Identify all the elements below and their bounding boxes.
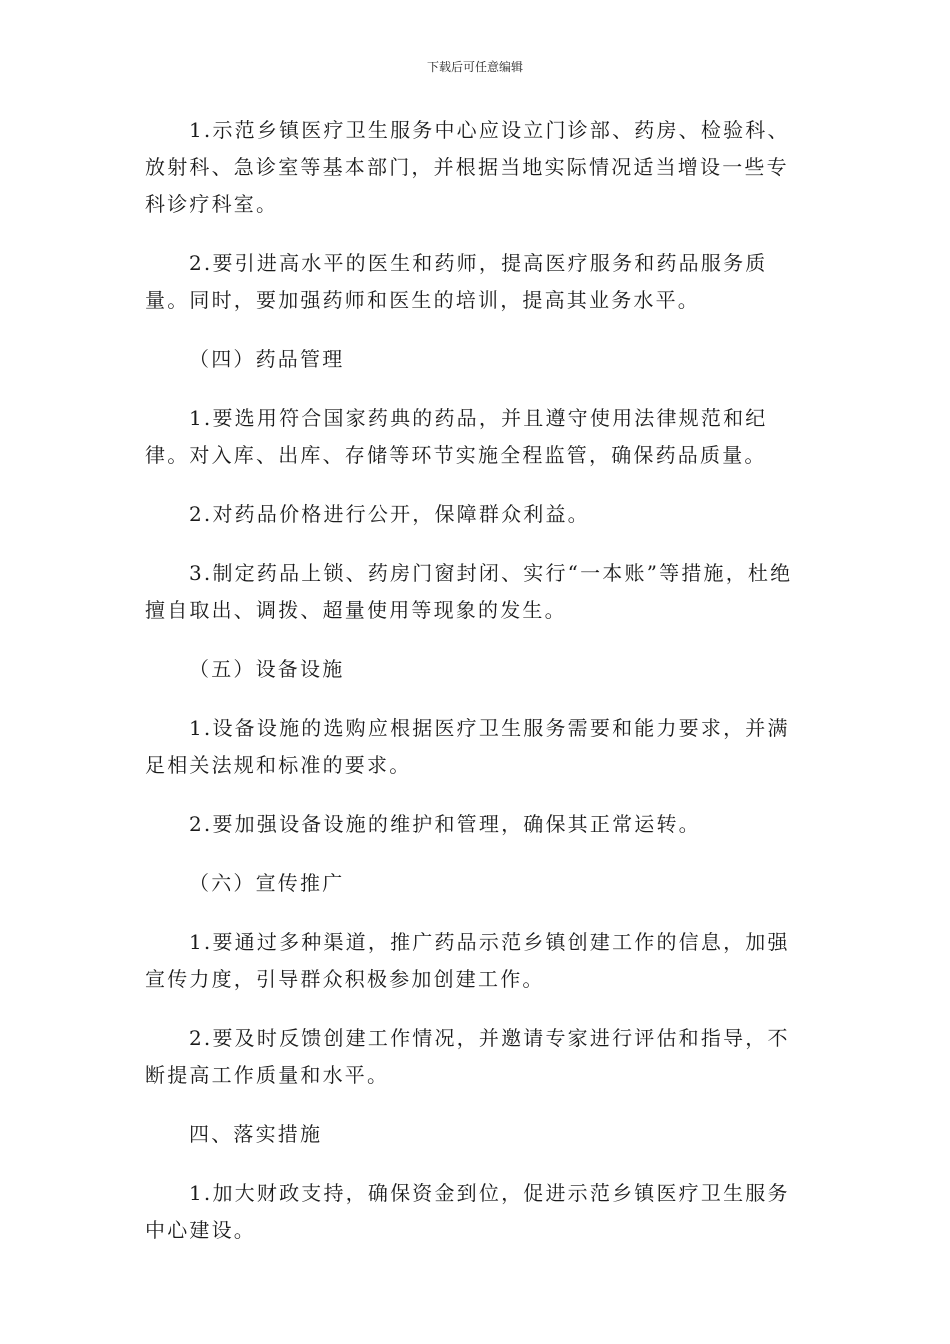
section-heading: （五）设备设施 bbox=[189, 657, 345, 681]
section-heading: （四）药品管理 bbox=[189, 347, 345, 371]
page-header-note: 下载后可任意编辑 bbox=[426, 60, 523, 74]
paragraph: 2.要及时反馈创建工作情况，并邀请专家进行评估和指导，不断提高工作质量和水平。 bbox=[145, 1026, 790, 1087]
document-body bbox=[145, 112, 810, 1271]
section-heading: （六）宣传推广 bbox=[189, 871, 345, 895]
paragraph: 1.要选用符合国家药典的药品，并且遵守使用法律规范和纪律。对入库、出库、存储等环节实施全程监管，确保药品质量。 bbox=[145, 406, 768, 467]
paragraph: 1.设备设施的选购应根据医疗卫生服务需要和能力要求，并满足相关法规和标准的要求。 bbox=[145, 716, 790, 777]
paragraph: 2.要加强设备设施的维护和管理，确保其正常运转。 bbox=[189, 812, 701, 836]
paragraph: 1.加大财政支持，确保资金到位，促进示范乡镇医疗卫生服务中心建设。 bbox=[145, 1181, 790, 1242]
paragraph: 1.示范乡镇医疗卫生服务中心应设立门诊部、药房、检验科、放射科、急诊室等基本部门，并根据当地实际情况适当增设一些专科诊疗科室。 bbox=[145, 118, 790, 216]
paragraph: 3.制定药品上锁、药房门窗封闭、实行“一本账”等措施，杜绝擅自取出、调拨、超量使用等现象的发生。 bbox=[145, 561, 793, 622]
paragraph: 1.要通过多种渠道，推广药品示范乡镇创建工作的信息，加强宣传力度，引导群众积极参加创建工作。 bbox=[145, 930, 790, 991]
paragraph: 2.对药品价格进行公开，保障群众利益。 bbox=[189, 502, 590, 526]
section-heading: 四、落实措施 bbox=[189, 1122, 323, 1146]
paragraph: 2.要引进高水平的医生和药师，提高医疗服务和药品服务质量。同时，要加强药师和医生的培训，提高其业务水平。 bbox=[145, 251, 768, 312]
